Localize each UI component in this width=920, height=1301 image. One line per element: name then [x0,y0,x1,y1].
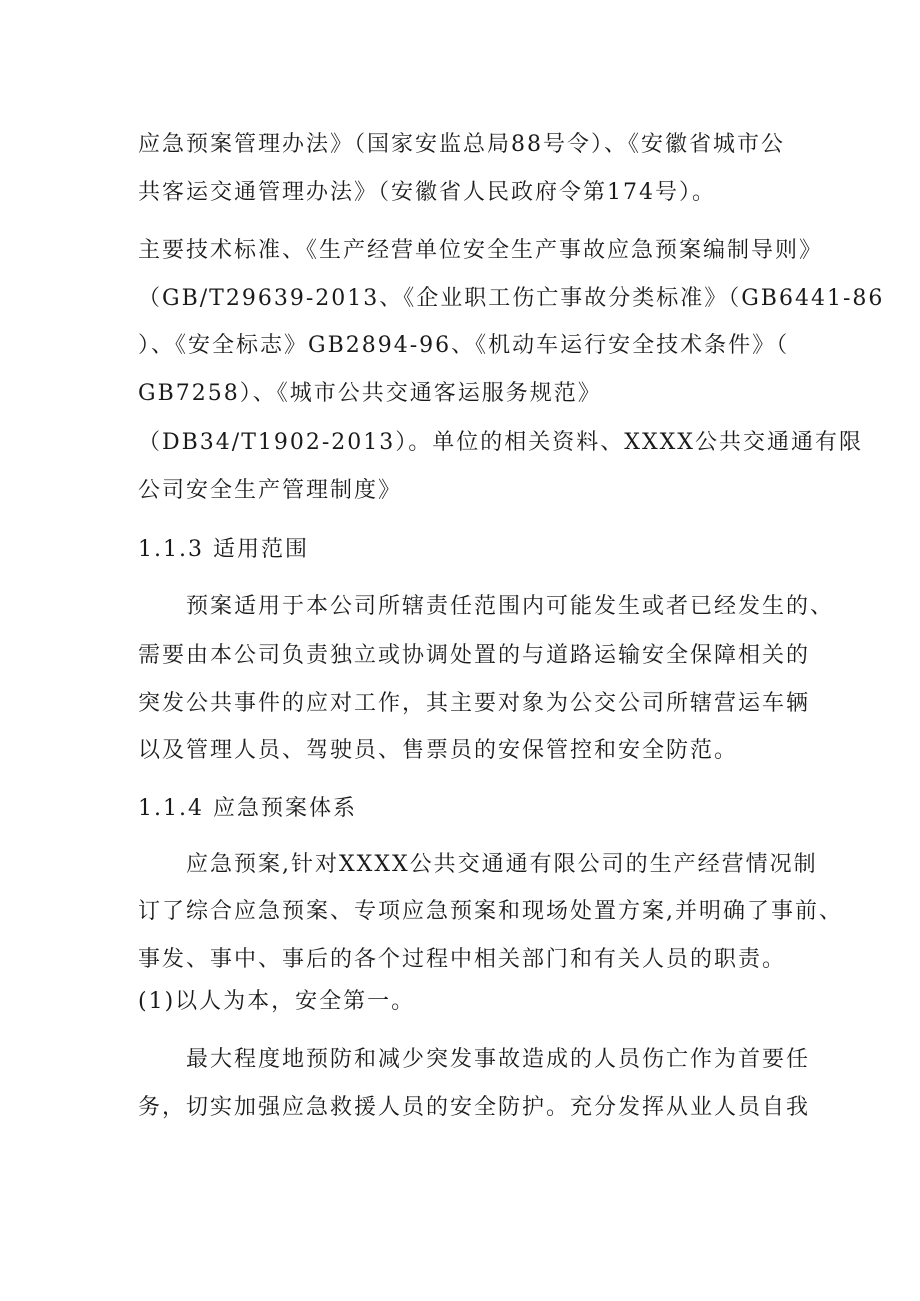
section-heading: 1.1.4 应急预案体系 [138,796,357,821]
paragraph-line: 最大程度地预防和减少突发事故造成的人员伤亡作为首要任 [186,1047,811,1072]
paragraph-line: 应急预案管理办法》（国家安监总局88号令）、《安徽省城市公 [138,132,785,157]
paragraph-line: 共客运交通管理办法》（安徽省人民政府令第174号）。 [138,180,716,205]
list-item: (1)以人为本，安全第一。 [138,989,416,1014]
paragraph-line: 应急预案,针对XXXX公共交通通有限公司的生产经营情况制 [186,852,818,877]
paragraph-line: 预案适用于本公司所辖责任范围内可能发生或者已经发生的、 [186,594,835,619]
section-heading: 1.1.3 适用范围 [138,537,309,562]
paragraph-line: 需要由本公司负责独立或协调处置的与道路运输安全保障相关的 [138,643,811,668]
paragraph-line: 订了综合应急预案、专项应急预案和现场处置方案,并明确了事前、 [138,899,843,924]
paragraph-line: 事发、事中、事后的各个过程中相关部门和有关人员的职责。 [138,947,787,972]
paragraph-line: 公司安全生产管理制度》 [138,478,403,503]
paragraph-line: 务，切实加强应急救援人员的安全防护。充分发挥从业人员自我 [138,1095,811,1120]
paragraph-line: 主要技术标准、《生产经营单位安全生产事故应急预案编制导则》 [138,238,824,263]
paragraph-line: （GB/T29639-2013、《企业职工伤亡事故分类标准》（GB6441-86 [138,286,885,311]
paragraph-line: 以及管理人员、驾驶员、售票员的安保管控和安全防范。 [138,738,739,763]
paragraph-line: （DB34/T1902-2013）。单位的相关资料、XXXX公共交通通有限 [138,430,863,455]
paragraph-line: 突发公共事件的应对工作，其主要对象为公交公司所辖营运车辆 [138,691,811,716]
paragraph-line: GB7258）、《城市公共交通客运服务规范》 [138,381,602,406]
paragraph-line: ）、《安全标志》GB2894-96、《机动车运行安全技术条件》（ [138,333,790,358]
